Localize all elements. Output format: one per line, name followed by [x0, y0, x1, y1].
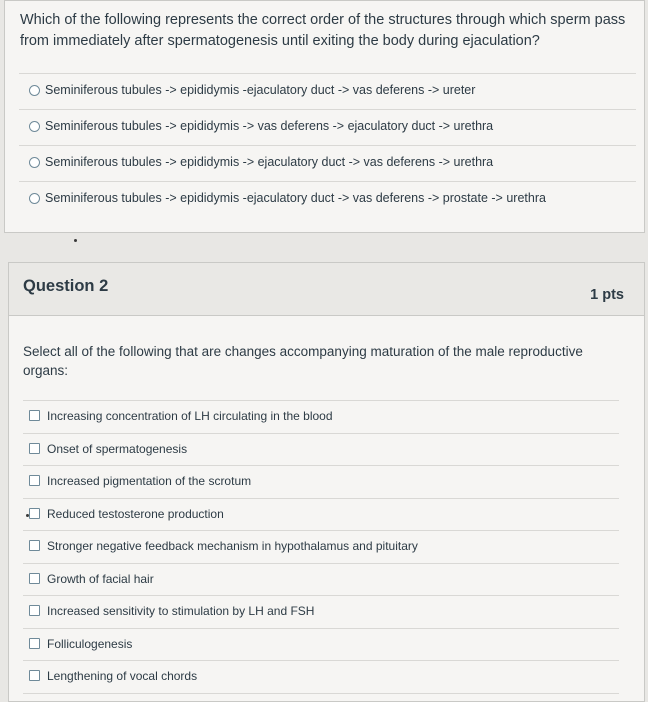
answer-label: Seminiferous tubules -> epididymis -ejaculatory duct -> vas deferens -> ureter	[45, 83, 476, 97]
checkbox[interactable]	[29, 573, 40, 584]
checkbox-option[interactable]	[23, 629, 619, 662]
checkbox[interactable]	[29, 670, 40, 681]
option-label: Onset of spermatogenesis	[47, 441, 188, 456]
option-label: Lengthening of vocal chords	[47, 669, 198, 683]
checkbox[interactable]	[29, 508, 40, 519]
checkbox-option[interactable]	[23, 596, 619, 629]
answer-label: Seminiferous tubules -> epididymis -> ejaculatory duct -> vas deferens -> urethra	[45, 155, 494, 169]
checkbox-option[interactable]	[23, 434, 619, 467]
checkbox-option[interactable]	[23, 564, 619, 597]
checkbox[interactable]	[29, 410, 40, 421]
answer-option[interactable]	[19, 73, 636, 109]
option-label: Increasing concentration of LH circulating in the blood	[47, 409, 333, 423]
checkbox-option[interactable]	[23, 531, 619, 564]
question-1-text: Which of the following represents the correct order of the structures through which sperm pass from immediately after spermatogenesis until exiting the body during ejaculation?	[20, 12, 626, 49]
radio-button[interactable]	[29, 121, 40, 132]
checkbox[interactable]	[29, 605, 40, 616]
radio-button[interactable]	[29, 193, 40, 204]
checkbox[interactable]	[29, 540, 40, 551]
question-1-card	[4, 0, 645, 233]
question-2-option-list	[23, 400, 619, 694]
checkbox-option[interactable]	[23, 466, 619, 499]
question-title: Question 2	[23, 277, 109, 295]
radio-button[interactable]	[29, 157, 40, 168]
checkbox-option[interactable]	[23, 499, 619, 532]
question-2-text: Select all of the following that are changes accompanying maturation of the male reproductive organs:	[23, 344, 583, 378]
option-label: Stronger negative feedback mechanism in hypothalamus and pituitary	[47, 539, 418, 553]
checkbox-option[interactable]	[23, 400, 619, 434]
question-1-answer-list	[5, 73, 644, 217]
option-label: Increased sensitivity to stimulation by LH and FSH	[47, 604, 315, 618]
answer-option[interactable]	[19, 145, 636, 181]
option-label: Folliculogenesis	[47, 636, 133, 651]
answer-option[interactable]	[19, 181, 636, 217]
option-label: Growth of facial hair	[47, 571, 154, 586]
radio-button[interactable]	[29, 85, 40, 96]
question-2-header	[9, 263, 644, 316]
question-2-card	[8, 262, 645, 702]
answer-option[interactable]	[19, 109, 636, 145]
option-label: Reduced testosterone production	[47, 506, 224, 521]
answer-label: Seminiferous tubules -> epididymis -ejaculatory duct -> vas deferens -> prostate -> urethra	[45, 191, 546, 205]
screen-speck	[26, 514, 29, 517]
screen-speck	[74, 239, 77, 242]
answer-label: Seminiferous tubules -> epididymis -> vas deferens -> ejaculatory duct -> urethra	[45, 119, 494, 133]
checkbox-option[interactable]	[23, 661, 619, 694]
question-points: 1 pts	[590, 287, 624, 303]
checkbox[interactable]	[29, 443, 40, 454]
checkbox[interactable]	[29, 475, 40, 486]
checkbox[interactable]	[29, 638, 40, 649]
option-label: Increased pigmentation of the scrotum	[47, 474, 252, 488]
